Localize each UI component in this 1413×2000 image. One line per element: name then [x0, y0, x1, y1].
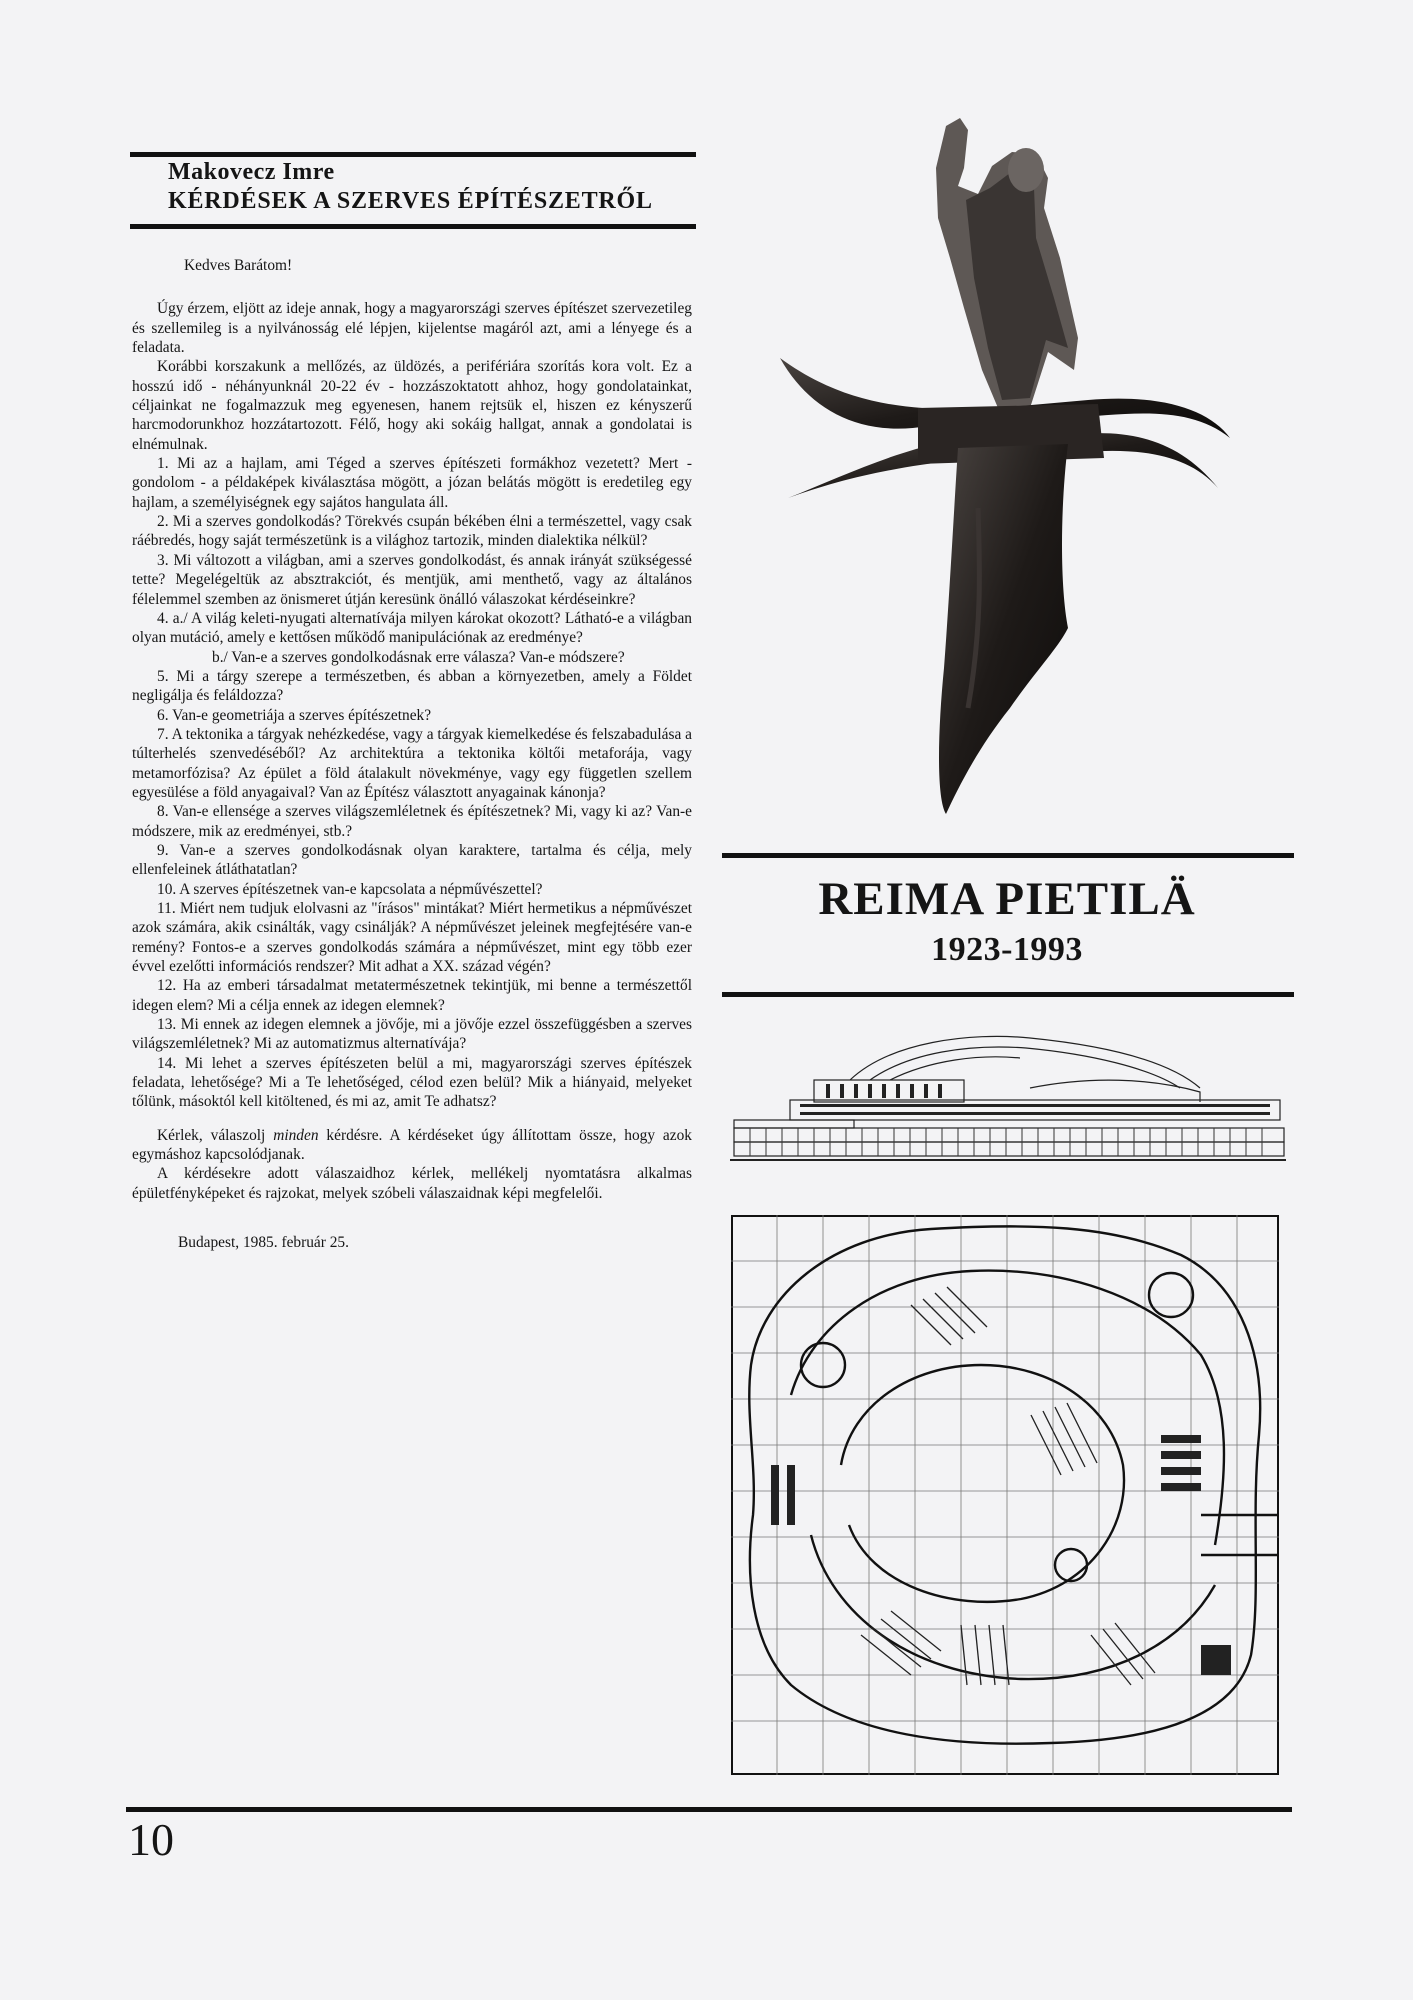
closing-text-start: Kérlek, válaszolj	[157, 1126, 274, 1144]
question-item: 6. Van-e geometriája a szerves építészetnek?	[157, 706, 432, 724]
letter-body	[132, 256, 692, 1253]
header-top-rule	[130, 152, 696, 157]
question-item: 14. Mi lehet a szerves építészeten belül a mi, magyarországi szerves építészek feladata, lehetősége? Mi a Te lehetőséged, célod ezen belül? Mik a hiányaid, melyeket tőlünk, másoktól kell kitöltened, és mi az, amit Te adhatsz?	[132, 1054, 692, 1111]
memorial-top-rule	[722, 853, 1294, 858]
memorial-block	[722, 870, 1292, 970]
memorial-name: REIMA PIETILÄ	[818, 873, 1196, 925]
question-item: 7. A tektonika a tárgyak nehézkedése, vagy a tárgyak kiemelkedése és felszabadulása a túlterhelés szenvedéséből? Az architektúra a tektonika költői metaforája, vagy metamorfózisa? Az épület a föld átalakult növekménye, vagy egy független szellem egyesülése a föld anyagaival? Van az Építész választott anyagainak kánonja?	[132, 725, 692, 801]
question-item: 1. Mi az a hajlam, ami Téged a szerves építészeti formákhoz vezetett? Mert - gondolom - a példaképek kiválasztása mögött, a józan belátás mögött is eredetileg egy hajlam, a személyiségnek egy sajátos hangulata áll.	[132, 455, 692, 511]
signature-date: Budapest, 1985. február 25.	[178, 1234, 349, 1252]
closing-text-end: kérdésre. A kérdéseket úgy állítottam össze, hogy azok egymáshoz kapcsolódjanak.	[132, 1126, 692, 1164]
question-item: 2. Mi a szerves gondolkodás? Törekvés csupán békében élni a természettel, vagy csak ráébredés, hogy saját természetünk is a világhoz tartozik, minden dialektika nélkül?	[132, 513, 692, 550]
salutation: Kedves Barátom!	[184, 257, 293, 274]
footer-rule	[126, 1807, 1292, 1812]
memorial-years: 1923-1993	[931, 931, 1083, 968]
closing-emphasis: minden	[273, 1126, 319, 1144]
sculpture-photo	[768, 108, 1238, 826]
closing-paragraph	[132, 1126, 692, 1165]
question-item: 10. A szerves építészetnek van-e kapcsolata a népművészettel?	[157, 880, 543, 898]
building-elevation-drawing	[730, 1032, 1286, 1172]
memorial-bottom-rule	[722, 992, 1294, 997]
question-item: 9. Van-e a szerves gondolkodásnak olyan karaktere, tartalma és célja, mely ellenfeleinek átláthatatlan?	[132, 841, 692, 879]
question-item: 4. a./ A világ keleti-nyugati alternatívája milyen károkat okozott? Látható-e a világban olyan mutáció, amely e kettősen működő manipulációnak az eredménye?	[132, 609, 692, 647]
question-item: 11. Miért nem tudjuk elolvasni az "írásos" mintákat? Miért hermetikus a népművészet azok számára, akik csinálták, vagy csinálják? A népművészet jeleinek megfejtésére van-e remény? Fontos-e a szerves gondolkodás számára a népművészet, mint egy több ezer évvel ezelőtti információs rendszer? Mit adhat a XX. század végén?	[132, 900, 692, 976]
question-item: b./ Van-e a szerves gondolkodásnak erre válasza? Van-e módszere?	[212, 648, 625, 666]
question-item: 5. Mi a tárgy szerepe a természetben, és abban a környezetben, amely a Földet negligálja és feláldozza?	[132, 667, 692, 705]
floor-plan-drawing	[731, 1215, 1279, 1775]
question-item: 13. Mi ennek az idegen elemnek a jövője, mi a jövője ezzel összefüggésben a szerves világszemléletnek? Mi az automatizmus alternatívája?	[132, 1016, 692, 1053]
article-header	[168, 158, 693, 216]
question-item: 3. Mi változott a világban, ami a szerves gondolkodást, és annak irányát szükségessé tette? Megelégeltük az absztrakciót, és mentjük, ami menthető, vagy az általános félelemmel szemben az önismeret útján keresünk önálló válaszokat kérdéseinkre?	[132, 551, 692, 608]
closing-paragraph-2: A kérdésekre adott válaszaidhoz kérlek, mellékelj nyomtatásra alkalmas épületfényképeket és rajzokat, melyek szóbeli válaszaidnak képi megfelelői.	[132, 1165, 692, 1202]
header-bottom-rule	[130, 224, 696, 229]
letter-paragraph: Korábbi korszakunk a mellőzés, az üldözés, a perifériára szorítás kora volt. Ez a hosszú idő - néhányunknál 20-22 év - hozzászoktatott ahhoz, hogy gondolatainkat, céljainkat ne fogalmazzuk meg egyenesen, hanem rejtsük el, hiszen ez kényszerű harcmodorunkhoz hozzátartozott. Félő, hogy aki sokáig hallgat, annak a gondolatai is elnémulnak.	[132, 358, 692, 453]
question-item: 12. Ha az emberi társadalmat metatermészetnek tekintjük, mi benne a természettől idegen elem? Mi a célja ennek az idegen elemnek?	[132, 977, 692, 1014]
article-title: KÉRDÉSEK A SZERVES ÉPÍTÉSZETRŐL	[168, 188, 653, 214]
letter-paragraph: Úgy érzem, eljött az ideje annak, hogy a magyarországi szerves építészet szervezetileg és szellemileg is a nyilvánosság elé lépjen, kijelentse magáról azt, ami a lényege és a feladata.	[132, 300, 692, 357]
question-item: 8. Van-e ellensége a szerves világszemléletnek és építészetnek? Mi, vagy ki az? Van-e módszere, mik az eredményei, stb.?	[132, 803, 692, 840]
author-name: Makovecz Imre	[168, 159, 335, 185]
page-number: 10	[128, 1814, 174, 1865]
